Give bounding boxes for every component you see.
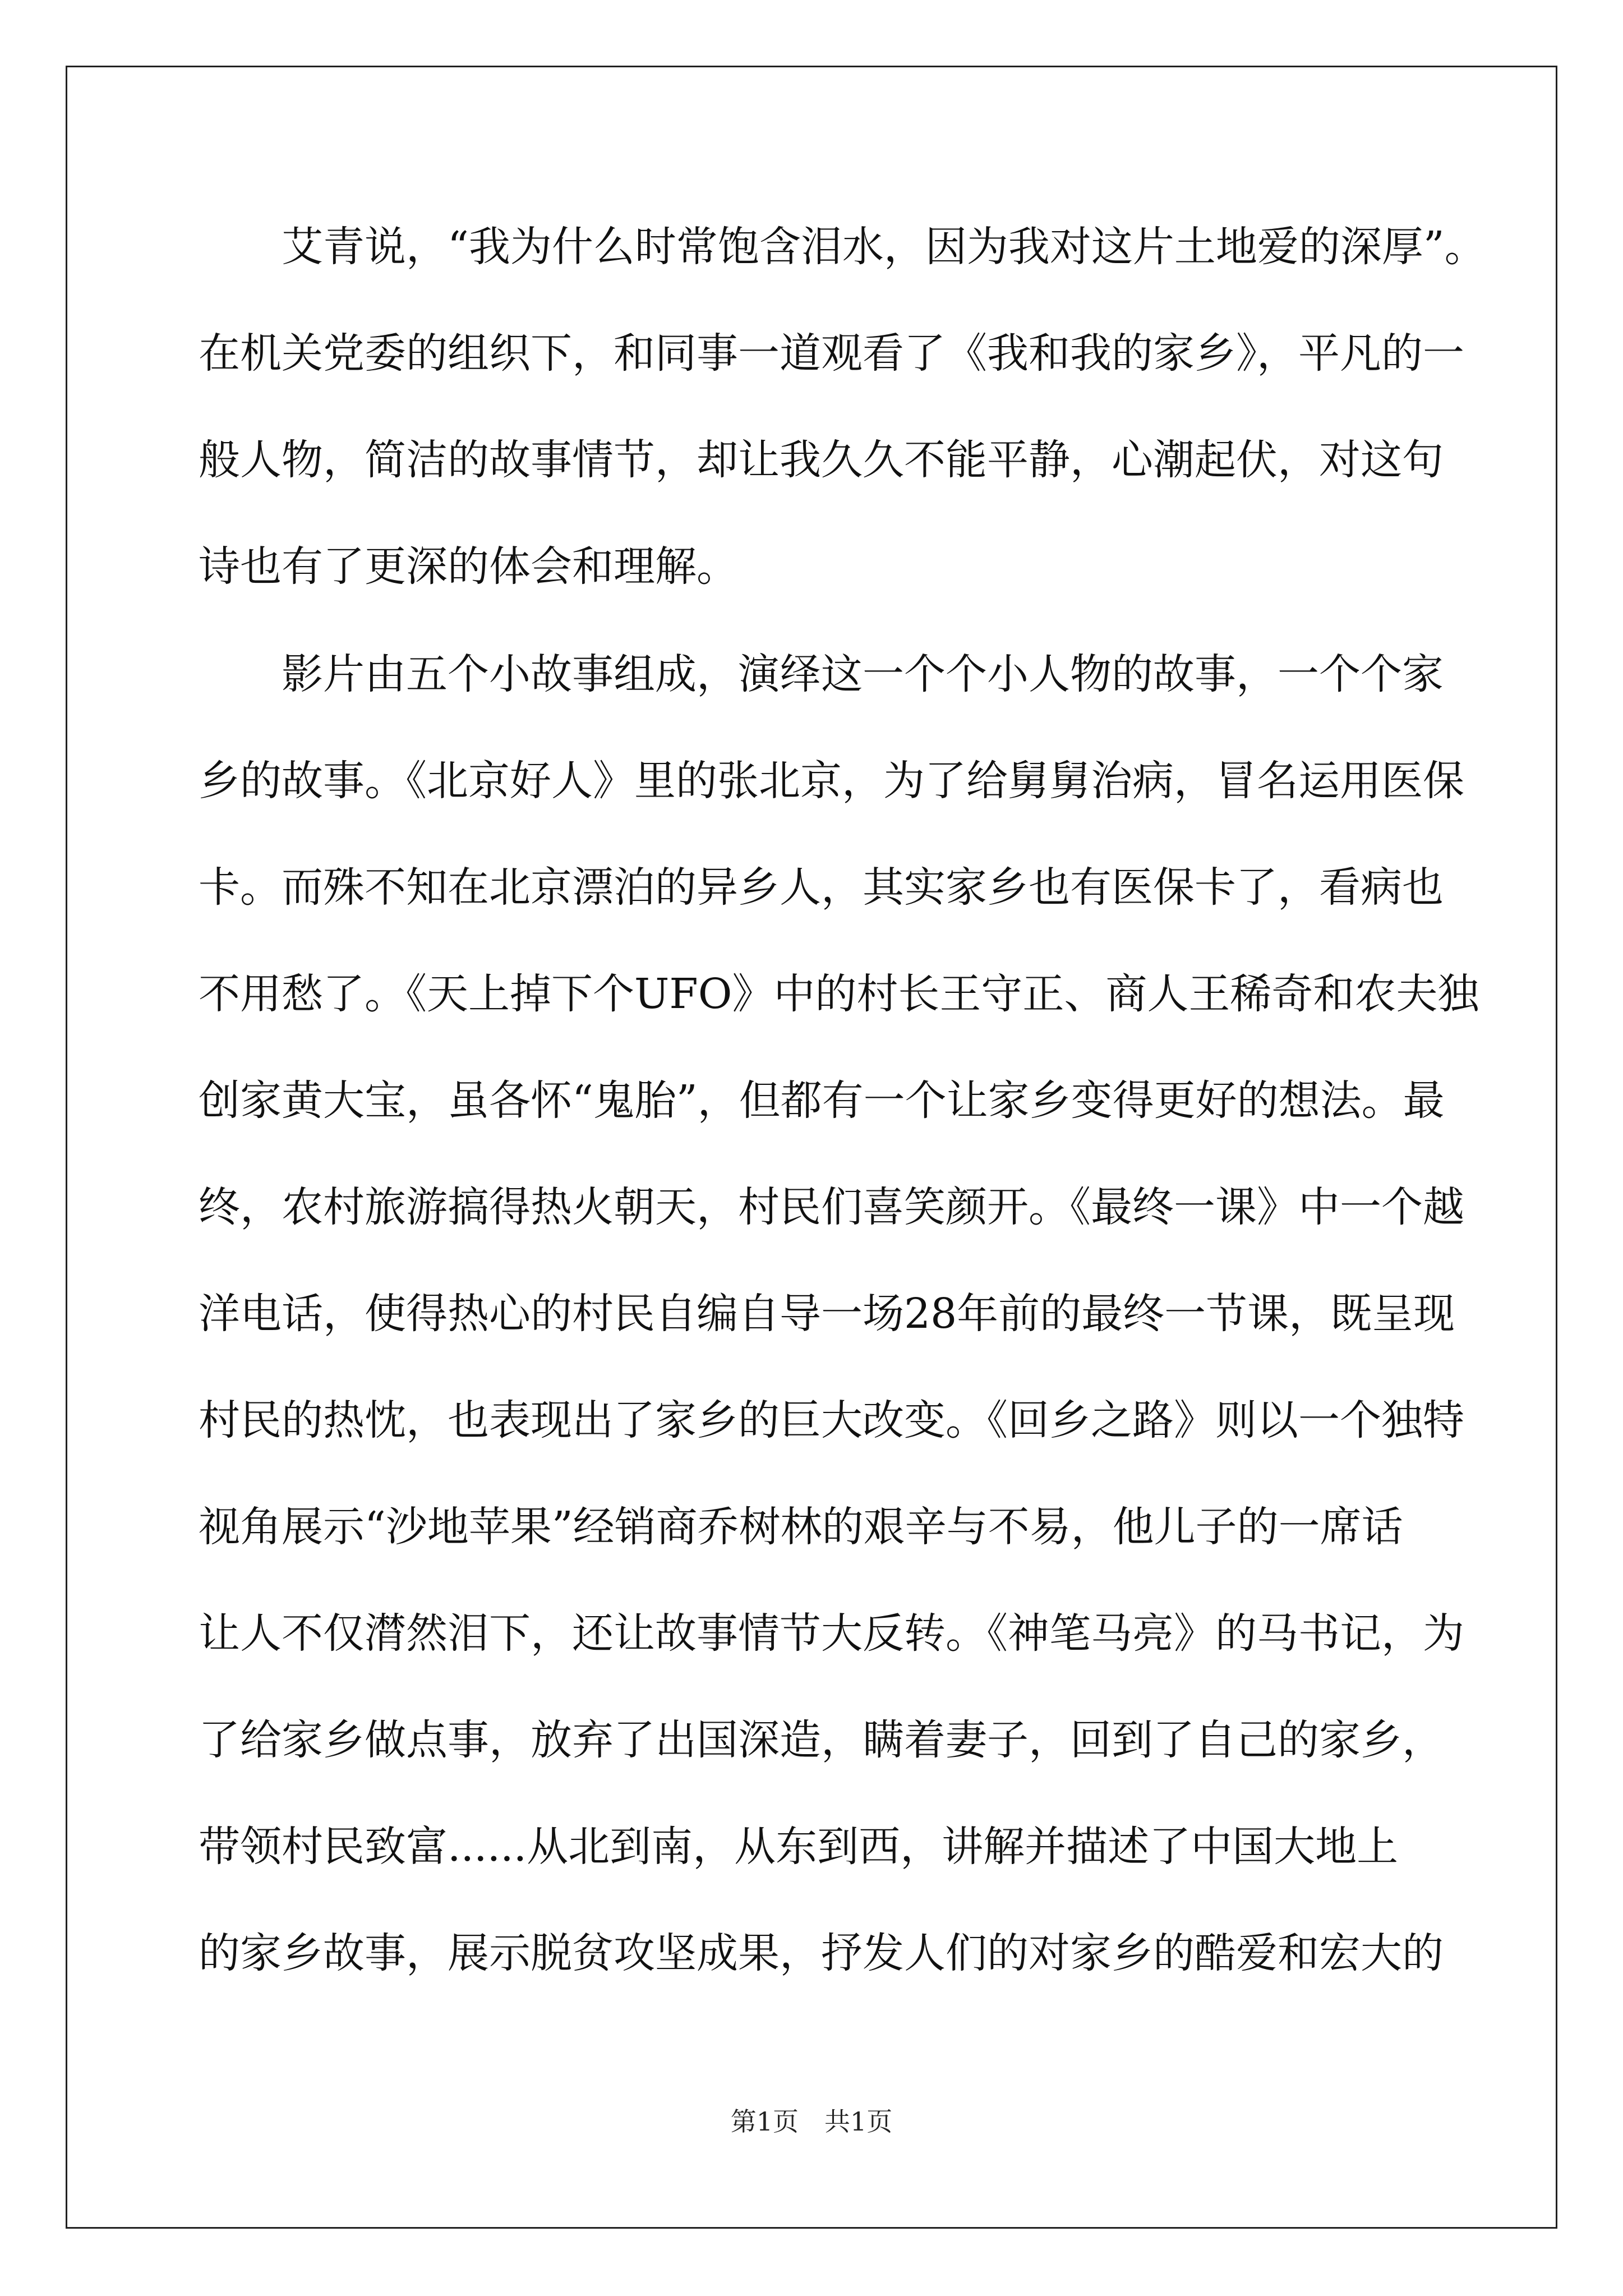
page-number-footer: 第1页 共1页: [730, 2106, 893, 2137]
page-border: [66, 66, 1557, 2229]
paragraph-line: 影片由五个小故事组成，演绎这一个个小人物的故事，一个个家: [199, 650, 1444, 698]
paragraph-line: 视角展示“沙地苹果”经销商乔树林的艰辛与不易，他儿子的一席话: [199, 1503, 1403, 1551]
paragraph-line: 诗也有了更深的体会和理解。: [199, 542, 738, 591]
paragraph-line: 卡。而殊不知在北京漂泊的异乡人，其实家乡也有医保卡了，看病也: [199, 863, 1444, 912]
paragraph-line: 般人物，简洁的故事情节，却让我久久不能平静，心潮起伏，对这句: [199, 436, 1444, 484]
paragraph-line: 艾青说，“我为什么时常饱含泪水，因为我对这片土地爱的深厚”。: [199, 223, 1486, 271]
paragraph-line: 村民的热忱，也表现出了家乡的巨大改变。《回乡之路》则以一个独特: [199, 1396, 1464, 1444]
paragraph-line: 在机关党委的组织下，和同事一道观看了《我和我的家乡》，平凡的一: [199, 329, 1464, 378]
paragraph-line: 的家乡故事，展示脱贫攻坚成果，抒发人们的对家乡的酷爱和宏大的: [199, 1929, 1444, 1977]
paragraph-line: 终，农村旅游搞得热火朝天，村民们喜笑颜开。《最终一课》中一个越: [199, 1183, 1464, 1231]
paragraph-line: 了给家乡做点事，放弃了出国深造，瞒着妻子，回到了自己的家乡，: [199, 1716, 1444, 1764]
paragraph-line: 让人不仅潸然泪下，还让故事情节大反转。《神笔马亮》的马书记，为: [199, 1609, 1464, 1658]
paragraph-line: 洋电话，使得热心的村民自编自导一场28年前的最终一节课，既呈现: [199, 1290, 1455, 1338]
paragraph-line: 不用愁了。《天上掉下个UFO》中的村长王守正、商人王稀奇和农夫独: [199, 970, 1479, 1018]
paragraph-line: 乡的故事。《北京好人》里的张北京，为了给舅舅治病，冒名运用医保: [199, 757, 1464, 805]
paragraph-line: 创家黄大宝，虽各怀“鬼胎”，但都有一个让家乡变得更好的想法。最: [199, 1076, 1445, 1125]
paragraph-line: 带领村民致富......从北到南，从东到西，讲解并描述了中国大地上: [199, 1823, 1399, 1871]
